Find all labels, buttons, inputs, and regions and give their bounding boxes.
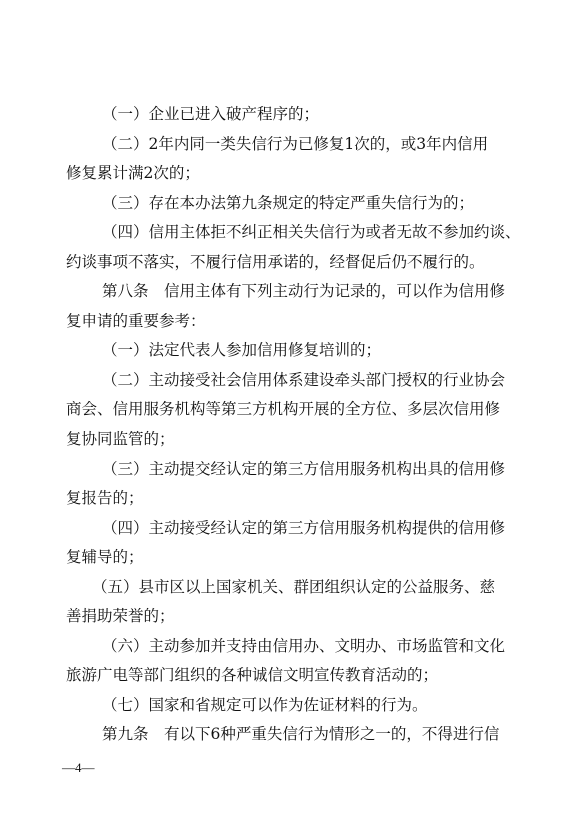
- text-line: （六）主动参加并支持由信用办、文明办、市场监管和文化: [102, 636, 506, 655]
- text-line: 第九条 有以下6种严重失信行为情形之一的，不得进行信: [102, 725, 500, 744]
- text-line: 修复累计满2次的；: [66, 164, 200, 183]
- text-line: （七）国家和省规定可以作为佐证材料的行为。: [102, 695, 428, 714]
- text-line: 商会、信用服务机构等第三方机构开展的全方位、多层次信用修: [66, 400, 501, 419]
- text-line: （二）2年内同一类失信行为已修复1次的，或3年内信用: [102, 134, 489, 153]
- text-line: 约谈事项不落实，不履行信用承诺的，经督促后仍不履行的。: [66, 252, 485, 271]
- text-line: （三）存在本办法第九条规定的特定严重失信行为的；: [102, 193, 475, 212]
- text-line: （四）主动接受经认定的第三方信用服务机构提供的信用修: [102, 518, 506, 537]
- text-line: （五）县市区以上国家机关、群团组织认定的公益服务、慈: [92, 577, 496, 596]
- text-line: （三）主动提交经认定的第三方信用服务机构出具的信用修: [102, 459, 506, 478]
- body-text: [66, 100, 521, 750]
- text-line: （一）法定代表人参加信用修复培训的；: [102, 341, 382, 360]
- text-line: （一）企业已进入破产程序的；: [102, 105, 320, 123]
- page-number: —4—: [62, 760, 95, 775]
- text-line: （四）信用主体拒不纠正相关失信行为或者无故不参加约谈、: [102, 223, 521, 242]
- text-line: 第八条 信用主体有下列主动行为记录的，可以作为信用修: [102, 282, 506, 301]
- text-line: 旅游广电等部门组织的各种诚信文明宣传教育活动的；: [66, 666, 439, 685]
- text-line: 复申请的重要参考：: [66, 311, 206, 330]
- text-line: 复报告的；: [66, 489, 144, 508]
- text-line: （二）主动接受社会信用体系建设牵头部门授权的行业协会: [102, 370, 506, 389]
- text-line: 善捐助荣誉的；: [66, 607, 175, 626]
- text-line: 复协同监管的；: [66, 430, 175, 449]
- text-line: 复辅导的；: [66, 548, 144, 567]
